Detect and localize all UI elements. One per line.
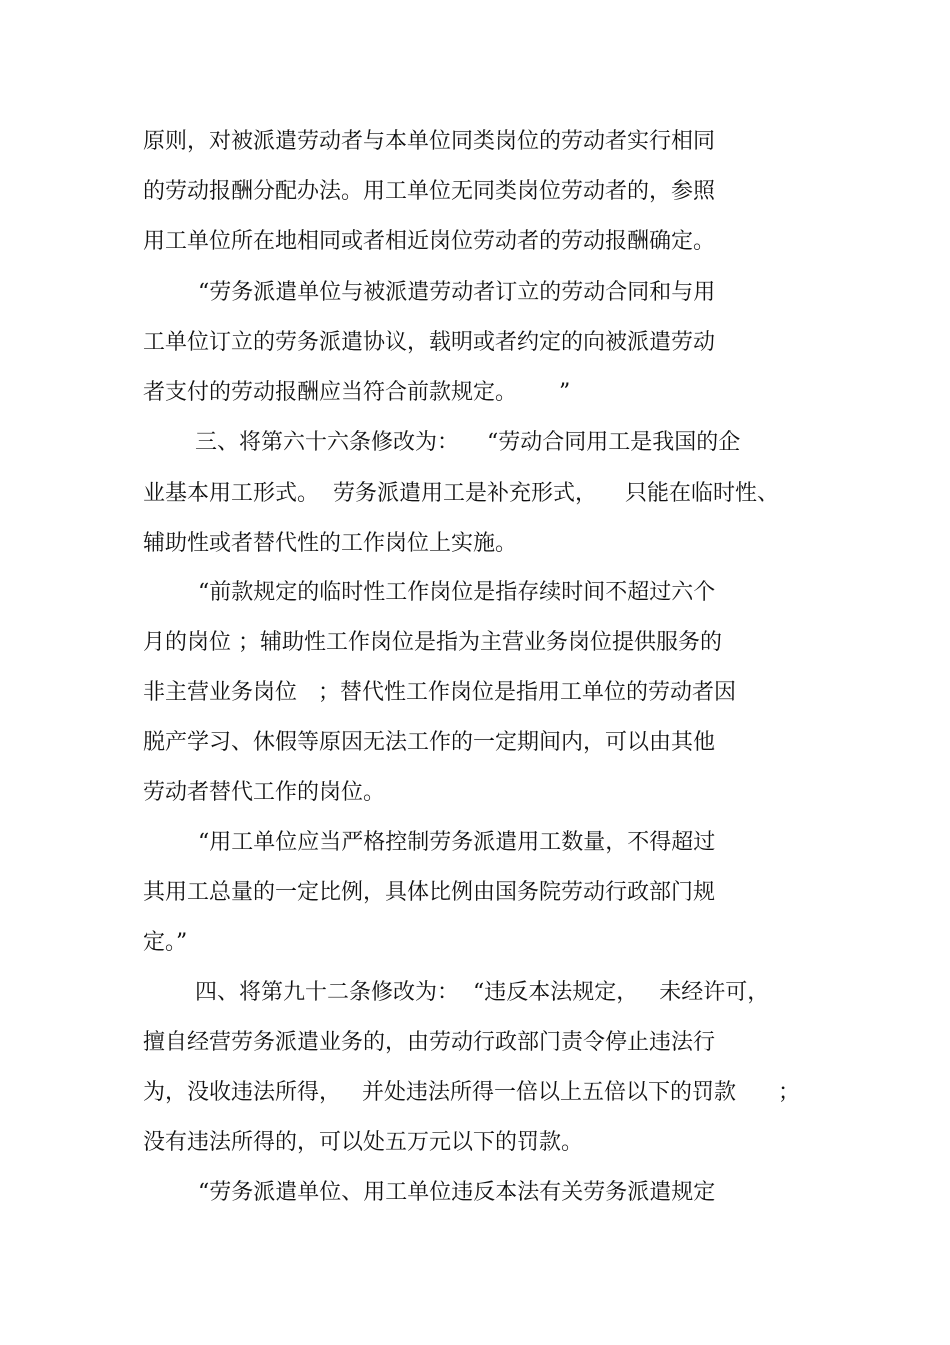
- text-line: 为，没收违法所得， 并处违法所得一倍以上五倍以下的罚款 ；: [143, 1080, 800, 1105]
- text-line: 没有违法所得的，可以处五万元以下的罚款。: [143, 1130, 584, 1155]
- text-line: 擅自经营劳务派遣业务的，由劳动行政部门责令停止违法行: [143, 1030, 716, 1055]
- text-line: 用工单位所在地相同或者相近岗位劳动者的劳动报酬确定。: [143, 229, 716, 254]
- text-line: 四、将第九十二条修改为： “违反本法规定， 未经许可，: [195, 980, 770, 1005]
- text-line: 原则，对被派遣劳动者与本单位同类岗位的劳动者实行相同: [143, 129, 716, 154]
- text-line: 非主营业务岗位 ；替代性工作岗位是指用工单位的劳动者因: [143, 680, 736, 705]
- text-line: 辅助性或者替代性的工作岗位上实施。: [143, 531, 518, 556]
- text-line: 的劳动报酬分配办法。用工单位无同类岗位劳动者的，参照: [143, 179, 716, 204]
- text-line: “劳务派遣单位与被派遣劳动者订立的劳动合同和与用: [198, 280, 716, 305]
- text-line: 月的岗位 ；辅助性工作岗位是指为主营业务岗位提供服务的: [143, 630, 722, 655]
- text-line: 三、将第六十六条修改为： “劳动合同用工是我国的企: [195, 430, 741, 455]
- text-line: 劳动者替代工作的岗位。: [143, 780, 386, 805]
- text-line: “前款规定的临时性工作岗位是指存续时间不超过六个: [198, 580, 716, 605]
- text-line: 业基本用工形式。 劳务派遣用工是补充形式， 只能在临时性、: [143, 481, 779, 506]
- text-line: 工单位订立的劳务派遣协议，载明或者约定的向被派遣劳动: [143, 330, 716, 355]
- text-line: 脱产学习、休假等原因无法工作的一定期间内，可以由其他: [143, 730, 716, 755]
- text-line: “劳务派遣单位、用工单位违反本法有关劳务派遣规定: [198, 1180, 716, 1205]
- text-line: 者支付的劳动报酬应当符合前款规定。 ”: [143, 380, 571, 405]
- text-line: 其用工总量的一定比例，具体比例由国务院劳动行政部门规: [143, 880, 716, 905]
- text-line: 定。”: [143, 930, 188, 955]
- text-line: “用工单位应当严格控制劳务派遣用工数量，不得超过: [198, 830, 716, 855]
